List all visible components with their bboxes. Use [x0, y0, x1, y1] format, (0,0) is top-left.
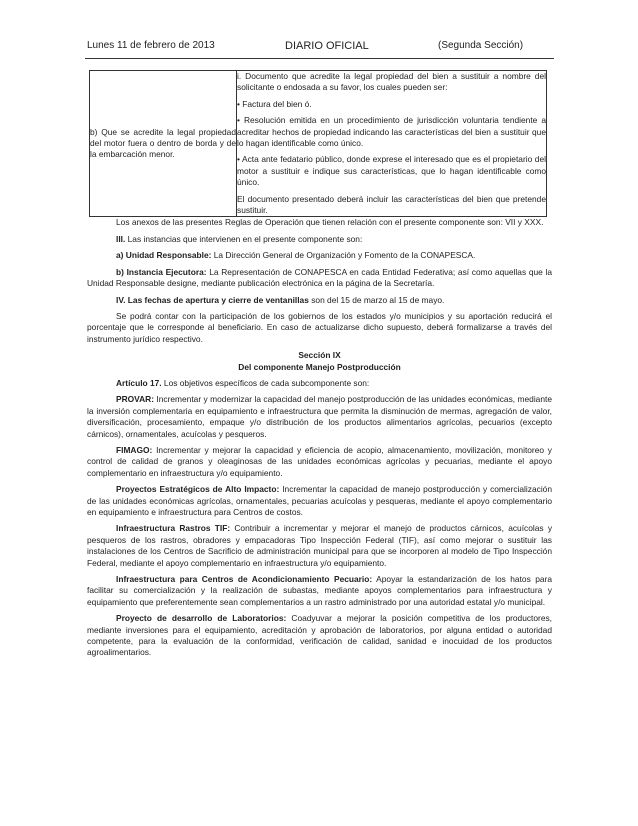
document-item: • Factura del bien ó. [237, 98, 312, 109]
header-date: Lunes 11 de febrero de 2013 [87, 40, 215, 51]
tif-paragraph [87, 523, 552, 569]
laboratories-text: Coadyuvar a mejorar la posición competitiva de los productores, mediante inversiones para el equipamiento, acreditación y aprobación de laboratorios, por alguna entidad o autoridad competente, para la evaluación de la conformidad, verificación de calidad, sanidad e inocuidad de los productos agroalimentarios. [87, 613, 552, 658]
header-publication: DIARIO OFICIAL [285, 40, 369, 52]
header-section: (Segunda Sección) [438, 40, 524, 51]
article-text: Los objetivos específicos de cada subcomponente son: [161, 377, 370, 388]
documents-cell [237, 71, 547, 217]
document-item: i. Documento que acredite la legal propiedad del bien a sustituir a nombre del solicitante o endosada a su favor, los cuales pueden ser: [237, 71, 546, 93]
executing-instance-paragraph [87, 267, 552, 290]
section-title: Sección IX [298, 350, 341, 361]
laboratories-paragraph [87, 613, 552, 659]
responsible-unit-paragraph [87, 250, 552, 261]
laboratories-label: Proyecto de desarrollo de Laboratorios: [116, 613, 287, 624]
executing-instance-text: La Representación de CONAPESCA en cada Entidad Federativa; así como aquellas que la Unidad Responsable designe, mediante publicación electrónica en la página de la Secretaría. [87, 266, 552, 289]
fimago-paragraph [87, 445, 552, 479]
table-row [90, 71, 547, 217]
strategic-projects-paragraph [87, 484, 552, 518]
executing-instance-label: b) Instancia Ejecutora: [116, 266, 207, 277]
requirement-cell: b) Que se acredite la legal propiedad del motor fuera o dentro de borda y de la embarcación menor. [90, 71, 237, 217]
livestock-centers-text: Apoyar la estandarización de los hatos para facilitar su comercialización y la realización de subastas, mediante apoyos complementarios para infraestructura y equipamiento que preferentemente sean complementarios a un rastro administrado por una autoridad estatal y/o municipal. [87, 574, 552, 607]
instances-paragraph [87, 234, 552, 245]
article-label: Artículo 17. [116, 377, 162, 388]
livestock-centers-paragraph [87, 574, 552, 608]
document-item: El documento presentado deberá incluir las características del bien que pretende sustituir. [237, 193, 546, 216]
livestock-centers-label: Infraestructura para Centros de Acondicionamiento Pecuario: [116, 574, 373, 585]
fimago-label: FIMAGO: [116, 444, 153, 455]
provar-label: PROVAR: [116, 394, 154, 405]
window-dates-text: son del 15 de marzo al 15 de mayo. [308, 294, 445, 305]
strategic-projects-label: Proyectos Estratégicos de Alto Impacto: [116, 484, 280, 495]
document-item: • Resolución emitida en un procedimiento de jurisdicción voluntaria tendiente a acreditar hechos de propiedad indicando las características del bien a sustituir que lo hagan identificable como único. [237, 115, 546, 149]
requirements-table [89, 70, 547, 217]
provar-text: Incrementar y modernizar la capacidad del manejo postproducción de las unidades económicas, mediante la inversión complementaria en equipamiento e infraestructura que permita la disminución de mermas, agregación de valor, diversificación, procesamiento, empaque y/o distribución de los productos alimentarios agrícolas, pecuarios (excepto cárnicos), ornamentales, acuícolas y pesqueros. [87, 394, 552, 439]
section-subtitle: Del componente Manejo Postproducción [238, 361, 401, 372]
document-item: • Acta ante fedatario público, donde exprese el interesado que es el propietario del motor a sustituir e indique sus características, que lo hagan identificable como único. [237, 154, 546, 188]
responsible-unit-label: a) Unidad Responsable: [116, 250, 212, 261]
strategic-projects-text: Incrementar la capacidad de manejo postproducción y comercialización de las unidades económicas agrícolas, ornamentales, pecuarias acuícolas y pesqueras, mediante el apoyo complementario en equipamiento e infraestructura para Centros de costos. [87, 484, 552, 517]
article-17-paragraph [87, 378, 552, 389]
document-body [87, 70, 552, 659]
instances-label: III. [116, 233, 126, 244]
participation-paragraph: Se podrá contar con la participación de los gobiernos de los estados y/o municipios y su aportación reducirá el porcentaje que le corresponde al beneficiario. En caso de actualizarse dicho supuesto, deberá formalizarse a través del instrumento jurídico respectivo. [87, 310, 552, 344]
instances-text: Las instancias que intervienen en el presente componente son: [125, 233, 363, 244]
window-dates-label: IV. Las fechas de apertura y cierre de ventanillas [116, 294, 309, 305]
tif-label: Infraestructura Rastros TIF: [116, 523, 231, 534]
fimago-text: Incrementar y mejorar la capacidad y eficiencia de acopio, almacenamiento, movilización, monitoreo y control de calidad de granos y oleaginosas de las unidades económicas agrícolas y pecuarias, mediante el apoyo complementario en infraestructura y/o equipamiento. [87, 444, 552, 478]
annexes-paragraph: Los anexos de las presentes Reglas de Operación que tienen relación con el presente componente son: VII y XXX. [116, 217, 544, 228]
window-dates-paragraph [87, 295, 552, 306]
responsible-unit-text: La Dirección General de Organización y Fomento de la CONAPESCA. [211, 250, 476, 261]
header-rule [85, 58, 554, 59]
tif-text: Contribuir a incrementar y mejorar el manejo de productos cárnicos, acuícolas y pesqueros de los rastros, obradores y empacadoras Tipo Inspección Federal (TIF), así como mejorar o sustituir las instalaciones de los Centros de Sacrificio de administración municipal para que se incorporen al modelo de Tipo Inspección Federal, mediante el apoyo complementario en infraestructura y/o equipamiento. [87, 523, 553, 568]
provar-paragraph [87, 394, 552, 440]
